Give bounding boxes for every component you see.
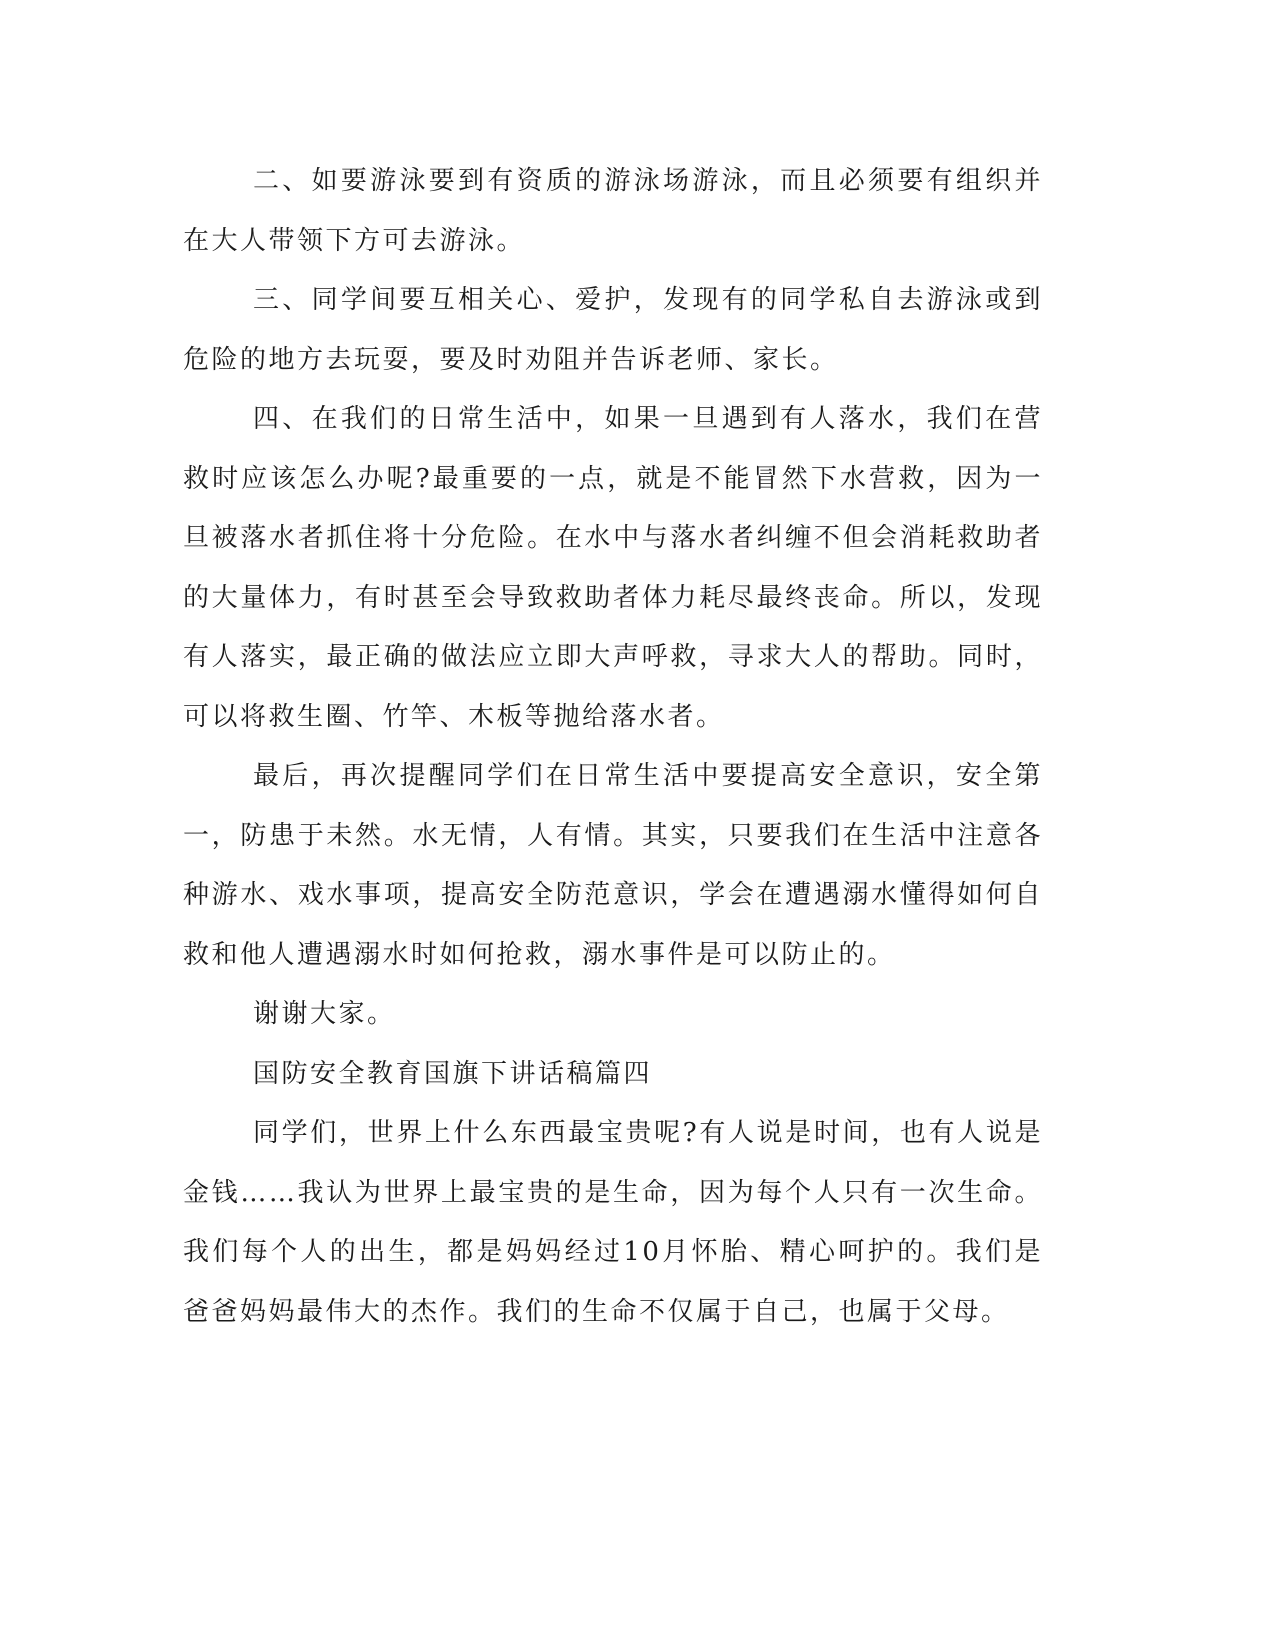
section-heading: 国防安全教育国旗下讲话稿篇四 — [253, 1058, 653, 1089]
paragraph-swimming-venue: 二、如要游泳要到有资质的游泳场游泳，而且必须要有组织并在大人带领下方可去游泳。 — [183, 166, 1043, 256]
paragraph-rescue-advice: 四、在我们的日常生活中，如果一旦遇到有人落水，我们在营救时应该怎么办呢?最重要的一点，就是不能冒然下水营救，因为一旦被落水者抓住将十分危险。在水中与落水者纠缠不但会消耗救助者的大量体力，有时甚至会导致救助者体力耗尽最终丧命。所以，发现有人落实，最正确的做法应立即大声呼救，寻求大人的帮助。同时，可以将救生圈、竹竿、木板等抛给落水者。 — [183, 404, 1043, 732]
paragraph-mutual-care: 三、同学间要互相关心、爱护，发现有的同学私自去游泳或到危险的地方去玩耍，要及时劝阻并告诉老师、家长。 — [183, 285, 1043, 375]
document-body — [183, 152, 1043, 1342]
paragraph-value-of-life: 同学们，世界上什么东西最宝贵呢?有人说是时间，也有人说是金钱……我认为世界上最宝贵的是生命，因为每个人只有一次生命。我们每个人的出生，都是妈妈经过10月怀胎、精心呵护的。我们是爸爸妈妈最伟大的杰作。我们的生命不仅属于自己，也属于父母。 — [183, 1118, 1043, 1327]
paragraph-thanks: 谢谢大家。 — [253, 999, 396, 1029]
paragraph-final-reminder: 最后，再次提醒同学们在日常生活中要提高安全意识，安全第一，防患于未然。水无情，人有情。其实，只要我们在生活中注意各种游水、戏水事项，提高安全防范意识，学会在遭遇溺水懂得如何自救和他人遭遇溺水时如何抢救，溺水事件是可以防止的。 — [183, 761, 1043, 970]
